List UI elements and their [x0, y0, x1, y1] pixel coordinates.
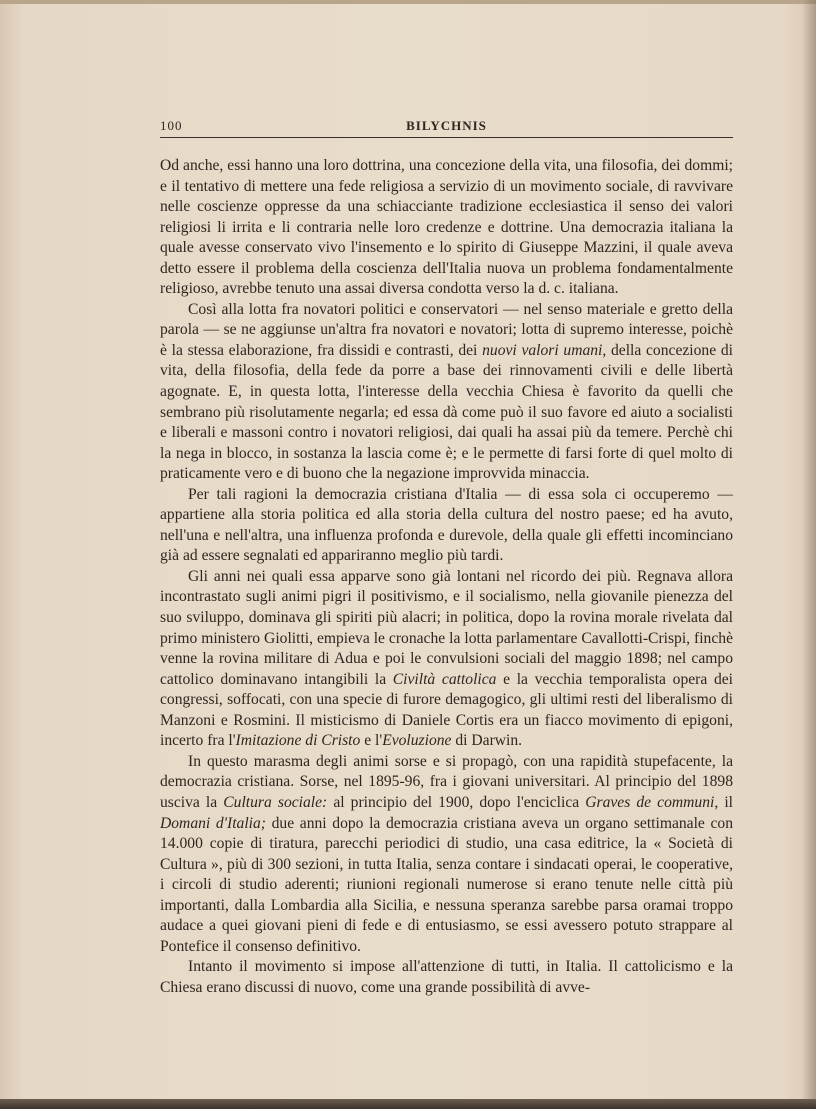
text-run: e l' — [360, 732, 383, 750]
italic-title: Civiltà cattolica — [392, 670, 497, 688]
running-header — [160, 118, 733, 136]
paragraph-4 — [160, 567, 733, 752]
page-number: 100 — [160, 118, 183, 133]
text-run: di Darwin. — [451, 732, 523, 750]
paragraph-6: Intanto il movimento si impose all'attenzione di tutti, in Italia. Il cattolicismo e la Chiesa erano discussi di nuovo, come una grande possibilità di avve- — [160, 958, 733, 996]
paragraph-2 — [160, 300, 733, 485]
text-run: al principio del 1900, dopo l'enciclica — [327, 793, 586, 811]
paragraph-5 — [160, 752, 733, 957]
paragraph-3: Per tali ragioni la democrazia cristiana d'Italia — di essa sola ci occuperemo — appartiene alla storia politica ed alla storia della cultura del nostro paese; ed ha avuto, nell'una e nell'altra, una influenza profonda e durevole, della quale gli effetti incominciano già ad essere segnalati ed appariranno meglio più tardi. — [160, 485, 733, 565]
page-top-edge — [0, 0, 816, 4]
italic-title: Evoluzione — [382, 732, 452, 750]
text-run: In questo marasma degli animi sorse e si propagò, con una rapidità stupefacente, la democrazia cristiana. Sorse, nel 1895-96, fra i giovani universitari. Al principio del 1898 usciva la — [160, 752, 733, 811]
italic-title: Cultura sociale: — [223, 793, 328, 811]
italic-phrase: nuovi valori umani — [482, 341, 603, 359]
page-right-shadow — [802, 0, 816, 1109]
text-run: , della concezione di vita, della filosofia, della fede da porre a base dei rinnovamenti civili e delle libertà agognate. E, in questa lotta, l'interesse della vecchia Chiesa è favorito da quelli che sembrano più risolutamente negarla; ed essa dà come può il suo favore ed aiuto a socialisti e liberali e massoni contro i novatori religiosi, dai quali ha assai più da temere. Perchè chi la nega in blocco, in sostanza la lascia come è; e le permette di farsi forte di quel molto di praticamente vero e di buono che la negazione improvvida minaccia. — [160, 341, 733, 483]
text-run: e la vecchia temporalista opera dei congressi, soffocati, con una specie di furore demagogico, gli ultimi resti del liberalismo di Manzoni e Rosmini. Il misticismo di Daniele Cortis era un fiacco movimento di epigoni, incerto fra l' — [160, 670, 733, 750]
text-run: Così alla lotta fra novatori politici e conservatori — nel senso materiale e gretto della parola — se ne aggiunse un'altra fra novatori e novatori; lotta di supremo interesse, poichè è la stessa elaborazione, fra dissidi e contrasti, dei — [160, 300, 733, 359]
text-run: due anni dopo la democrazia cristiana aveva un organo settimanale con 14.000 copie di tiratura, parecchi periodici di studio, una casa editrice, la « Società di Cultura », più di 300 sezioni, in tutta Italia, senza contare i sindacati operai, le cooperative, i circoli di studio aderenti; riunioni regionali numerose si erano tenute nelle città più importanti, dalla Lombardia alla Sicilia, e nessuna speranza sarebbe parsa oramai troppo audace a quei giovani pieni di fede e di entusiasmo, se essi avessero potuto strappare al Pontefice il consenso definitivo. — [160, 814, 733, 955]
text-run: , il — [714, 793, 733, 811]
paragraph-1: Od anche, essi hanno una loro dottrina, una concezione della vita, una filosofia, dei dommi; e il tentativo di mettere una fede religiosa a servizio di un movimento sociale, di ravvivare nelle coscienze oppresse da una schiacciante tradizione ecclesiastica il senso dei valori religiosi li irrita e li contraria nelle loro credenze e dottrine. Una democrazia italiana la quale avesse conservato vivo l'insemento e lo spirito di Giuseppe Mazzini, il quale aveva detto essere il problema della coscienza dell'Italia nuova un problema fondamentalmente religioso, avrebbe tenuto una assai diversa condotta verso la d. c. italiana. — [160, 157, 733, 298]
body-text — [160, 156, 733, 998]
italic-title: Graves de communi — [585, 793, 715, 811]
italic-title: Imitazione di Cristo — [235, 732, 361, 750]
running-title: BILYCHNIS — [406, 118, 487, 133]
italic-title: Domani d'Italia; — [160, 814, 266, 832]
header-rule — [160, 137, 733, 138]
page-bottom-edge — [0, 1099, 816, 1109]
text-run: Gli anni nei quali essa apparve sono già lontani nel ricordo dei più. Regnava allora incontrastato sugli animi pigri il positivismo, e il socialismo, nella giovanile pienezza del suo sviluppo, dominava gli spiriti più alacri; in politica, dopo la rovina morale rivelata dal primo ministero Giolitti, empieva le cronache la lotta parlamentare Cavallotti-Crispi, finchè venne la rovina militare di Adua e poi le convulsioni sociali del maggio 1898; nel campo cattolico dominavano intangibili la — [160, 567, 733, 688]
